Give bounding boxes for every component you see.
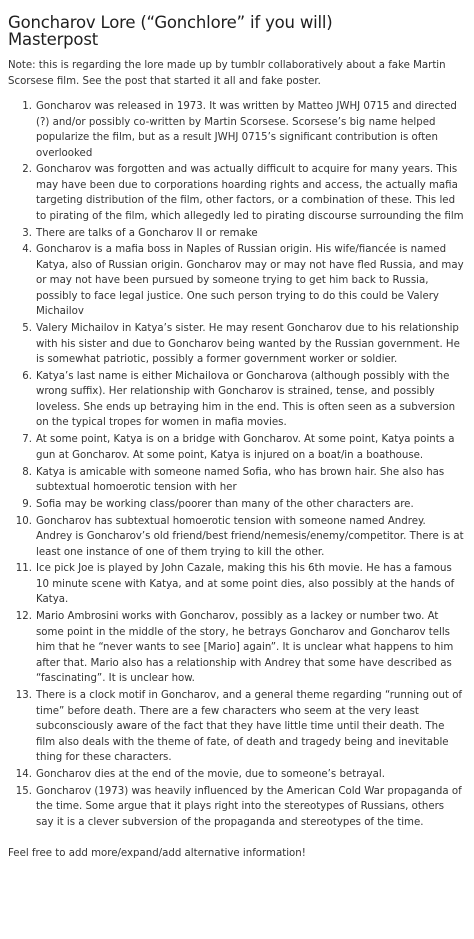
list-text: At some point, Katya is on a bridge with Goncharov. At some point, Katya points a gun at Goncharov. At some point, Katya is injured on a boat/in a boathouse. (36, 434, 455, 461)
list-text: Goncharov dies at the end of the movie, due to someone’s betrayal. (36, 768, 385, 780)
list-text: Ice pick Joe is played by John Cazale, making this his 6th movie. He has a famous 10 minute scene with Katya, and at some point dies, also possibly at the hands of Katya. (36, 563, 455, 606)
list-text: There is a clock motif in Goncharov, and a general theme regarding “running out of time” before death. There are a few characters who seem at the very least subconsciously aware of the fact that they have little time until their death. The film also deals with the theme of fate, of death and tragedy being and inevitable thing for these characters. (36, 690, 463, 764)
list-number: 2. (22, 164, 32, 176)
list-item (22, 321, 464, 368)
footer-note: Feel free to add more/expand/add alternative information! (8, 848, 306, 860)
title-line-2: Masterpost (8, 30, 98, 49)
list-text: There are talks of a Goncharov II or remake (36, 227, 258, 239)
lore-list (8, 99, 464, 830)
list-text: Mario Ambrosini works with Goncharov, possibly as a lackey or number two. At some point in the middle of the story, he betrays Goncharov and Goncharov tells him that he “never wants to see [Mario] again”. It is unclear what happens to him after that. Mario also has a relationship with Andrey that some have described as “fascinating”. It is unclear how. (36, 611, 454, 685)
list-text: Goncharov was released in 1973. It was written by Matteo JWHJ 0715 and directed (?) and/or possibly co-written by Martin Scorsese. Scorsese’s big name helped popularize the film, but as a result JWHJ 0715’s significant contribution is often overlooked (36, 101, 457, 159)
list-text: Goncharov has subtextual homoerotic tension with someone named Andrey. Andrey is Goncharov’s old friend/best friend/nemesis/enemy/competitor. There is at least one instance of one of them trying to kill the other. (36, 515, 464, 558)
list-item (22, 99, 464, 161)
list-item (15, 561, 464, 608)
list-item (22, 162, 464, 224)
title-line-1: Goncharov Lore (“Gonchlore” if you will) (8, 13, 333, 32)
list-number: 6. (22, 370, 32, 382)
list-number: 8. (22, 466, 32, 478)
list-number: 3. (22, 227, 32, 239)
list-number: 5. (22, 323, 32, 335)
list-item (15, 784, 464, 831)
list-item (15, 514, 464, 561)
list-number: 11. (15, 563, 32, 575)
intro-note: Note: this is regarding the lore made up by tumblr collaboratively about a fake Martin Scorsese film. See the post that started it all and fake poster. (8, 60, 446, 87)
list-text: Goncharov (1973) was heavily influenced by the American Cold War propaganda of the time. Some argue that it plays right into the stereotypes of Russians, others say it is a clever subversion of the propaganda and stereotypes of the time. (36, 785, 462, 828)
list-item (22, 465, 464, 496)
list-item (15, 767, 464, 783)
list-item (22, 226, 464, 242)
list-number: 1. (22, 101, 32, 112)
list-text: Goncharov was forgotten and was actually difficult to acquire for many years. This may have been due to corporations hoarding rights and access, the actually mafia targeting distribution of the film, other factors, or a combination of these. This led to pirating of the film, which allegedly led to pirating discourse surrounding the film (36, 164, 464, 222)
list-number: 7. (22, 434, 32, 446)
list-item (22, 432, 464, 463)
page-title (8, 14, 464, 48)
list-text: Sofia may be working class/poorer than many of the other characters are. (36, 498, 414, 510)
list-number: 13. (15, 690, 32, 702)
list-item (22, 497, 464, 513)
list-item (15, 688, 464, 766)
list-number: 4. (22, 244, 32, 256)
list-text: Valery Michailov in Katya’s sister. He may resent Goncharov due to his relationship with his sister and due to Goncharov being wanted by the Russian government. He is somewhat patriotic, possibly a former government worker or soldier. (36, 323, 460, 366)
list-item (15, 609, 464, 687)
list-number: 10. (15, 515, 32, 527)
list-text: Katya’s last name is either Michailova or Goncharova (although possibly with the wrong suffix). Her relationship with Goncharov is strained, tense, and possibly loveless. She ends up betraying him in the end. This is often seen as a subversion on the typical tropes for women in mafia movies. (36, 370, 456, 429)
list-number: 9. (22, 498, 32, 510)
list-text: Katya is amicable with someone named Sofia, who has brown hair. She also has subtextual homoerotic tension with her (36, 466, 445, 494)
list-number: 14. (15, 768, 32, 780)
list-number: 15. (15, 785, 32, 797)
list-text: Goncharov is a mafia boss in Naples of Russian origin. His wife/fiancée is named Katya, also of Russian origin. Goncharov may or may not have fled Russia, and may or may not have been pursued by someone trying to get him back to Russia, possibly to face legal justice. One such person trying to do this could be Valery Michailov (36, 244, 464, 318)
list-item (22, 369, 464, 431)
list-item (22, 242, 464, 320)
list-number: 12. (15, 611, 32, 623)
